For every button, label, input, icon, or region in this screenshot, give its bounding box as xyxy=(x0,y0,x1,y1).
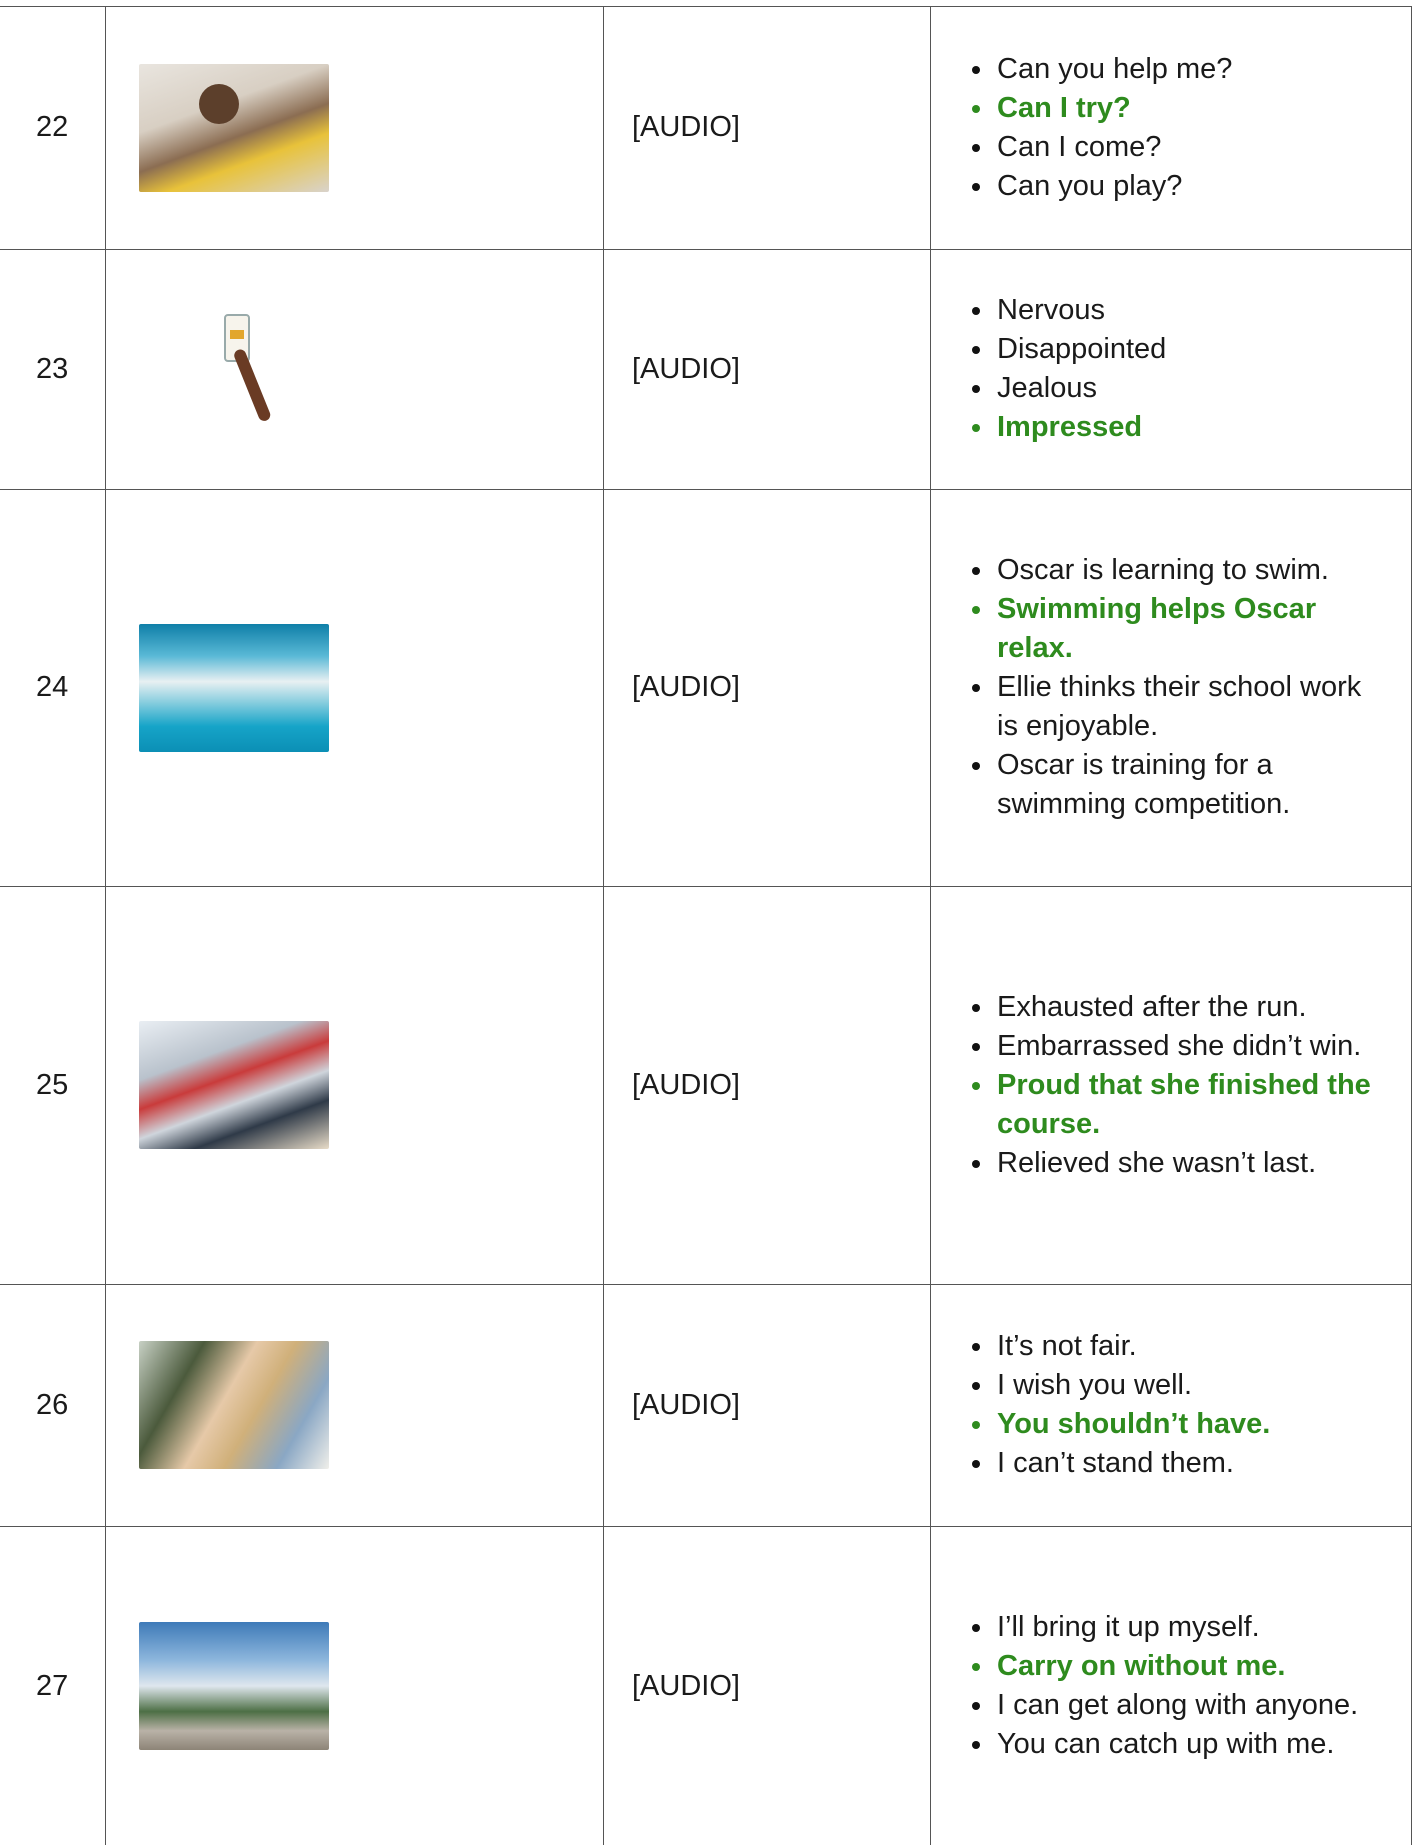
table-border xyxy=(0,6,1412,7)
row-number: 25 xyxy=(36,1068,69,1101)
option-item[interactable]: Oscar is learning to swim. xyxy=(970,551,1412,590)
column-divider xyxy=(930,6,931,1845)
option-item-correct[interactable]: Swimming helps Oscar relax. xyxy=(970,590,1412,668)
audio-placeholder[interactable]: [AUDIO] xyxy=(632,352,740,385)
option-item[interactable]: Ellie thinks their school work is enjoyable. xyxy=(970,668,1412,746)
option-list xyxy=(930,551,1412,824)
photo-icon xyxy=(139,1622,329,1750)
table-row xyxy=(0,489,1412,886)
option-item[interactable]: Can you help me? xyxy=(970,50,1412,89)
option-item[interactable]: Exhausted after the run. xyxy=(970,988,1412,1027)
option-item[interactable]: Can I come? xyxy=(970,128,1412,167)
row-divider xyxy=(0,489,1412,490)
option-list xyxy=(930,291,1412,447)
column-divider xyxy=(105,6,106,1845)
table-row xyxy=(0,1284,1412,1526)
option-item[interactable]: Oscar is training for a swimming competition. xyxy=(970,746,1412,824)
option-item-correct[interactable]: Impressed xyxy=(970,408,1412,447)
option-item[interactable]: I can’t stand them. xyxy=(970,1444,1412,1483)
audio-placeholder[interactable]: [AUDIO] xyxy=(632,111,740,143)
table-row xyxy=(0,6,1412,249)
row-divider xyxy=(0,249,1412,250)
option-item-correct[interactable]: Proud that she finished the course. xyxy=(970,1066,1412,1144)
row-number: 23 xyxy=(36,352,69,385)
option-item[interactable]: Jealous xyxy=(970,369,1412,408)
option-item[interactable]: Can you play? xyxy=(970,167,1412,206)
option-item[interactable]: Relieved she wasn’t last. xyxy=(970,1144,1412,1183)
option-item-correct[interactable]: Carry on without me. xyxy=(970,1647,1412,1686)
table-row xyxy=(0,1526,1412,1846)
option-item[interactable]: It’s not fair. xyxy=(970,1327,1412,1366)
option-item[interactable]: I wish you well. xyxy=(970,1366,1412,1405)
option-item-correct[interactable]: You shouldn’t have. xyxy=(970,1405,1412,1444)
option-list xyxy=(930,1608,1412,1764)
table-border xyxy=(1411,6,1412,1845)
option-item[interactable]: I can get along with anyone. xyxy=(970,1686,1412,1725)
audio-placeholder[interactable]: [AUDIO] xyxy=(632,1388,740,1421)
phone-in-hand-icon xyxy=(214,314,274,424)
row-number: 24 xyxy=(36,671,69,703)
row-number: 26 xyxy=(36,1388,69,1421)
option-item[interactable]: I’ll bring it up myself. xyxy=(970,1608,1412,1647)
row-divider xyxy=(0,886,1412,887)
column-divider xyxy=(603,6,604,1845)
option-list xyxy=(930,50,1412,206)
table-row xyxy=(0,886,1412,1284)
audio-placeholder[interactable]: [AUDIO] xyxy=(632,1068,740,1101)
option-item[interactable]: Embarrassed she didn’t win. xyxy=(970,1027,1412,1066)
audio-placeholder[interactable]: [AUDIO] xyxy=(632,671,740,703)
option-item[interactable]: Disappointed xyxy=(970,330,1412,369)
photo-icon xyxy=(139,1021,329,1149)
option-list xyxy=(930,988,1412,1183)
audio-placeholder[interactable]: [AUDIO] xyxy=(632,1669,740,1702)
row-divider xyxy=(0,1526,1412,1527)
option-item[interactable]: Nervous xyxy=(970,291,1412,330)
option-list xyxy=(930,1327,1412,1483)
row-number: 27 xyxy=(36,1669,69,1702)
option-item[interactable]: You can catch up with me. xyxy=(970,1725,1412,1764)
photo-icon xyxy=(139,624,329,752)
table-row xyxy=(0,249,1412,489)
photo-icon xyxy=(139,1341,329,1469)
photo-icon xyxy=(139,64,329,192)
option-item-correct[interactable]: Can I try? xyxy=(970,89,1412,128)
row-divider xyxy=(0,1284,1412,1285)
row-number: 22 xyxy=(36,111,69,143)
